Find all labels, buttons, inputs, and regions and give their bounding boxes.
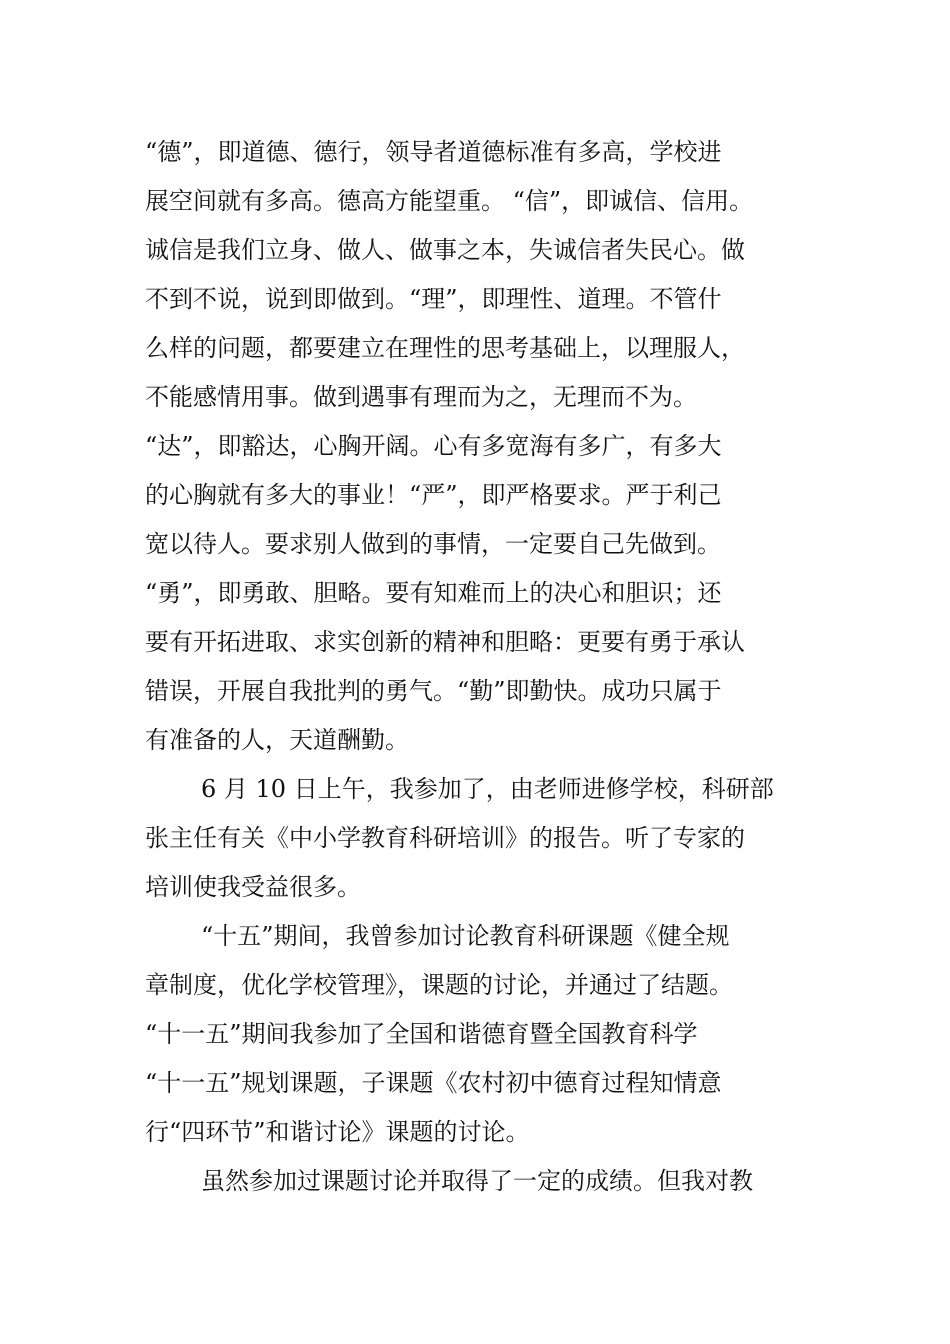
text-line: 诚信是我们立身、做人、做事之本，失诚信者失民心。做 (145, 236, 745, 264)
text-line: “勇”，即勇敢、胆略。要有知难而上的决心和胆识；还 (145, 579, 722, 607)
text-line: 宽以待人。要求别人做到的事情，一定要自己先做到。 (145, 530, 721, 558)
text-line: 的心胸就有多大的事业！“严”，即严格要求。严于利己 (145, 481, 722, 509)
text-line: 展空间就有多高。德高方能望重。 “信”，即诚信、信用。 (145, 187, 754, 215)
text-line: 错误，开展自我批判的勇气。“勤”即勤快。成功只属于 (145, 677, 722, 705)
text-line: 培训使我受益很多。 (145, 873, 361, 901)
text-line: 行“四环节”和谐讨论》课题的讨论。 (145, 1118, 530, 1146)
paragraph-start-line: “十五”期间，我曾参加讨论教育科研课题《健全规 (201, 922, 730, 950)
text-line: “达”，即豁达，心胸开阔。心有多宽海有多广，有多大 (145, 432, 722, 460)
text-line: 要有开拓进取、求实创新的精神和胆略：更要有勇于承认 (145, 628, 745, 656)
text-line: 张主任有关《中小学教育科研培训》的报告。听了专家的 (145, 824, 745, 852)
text-line: “德”，即道德、德行，领导者道德标准有多高，学校进 (145, 138, 722, 166)
text-line: 么样的问题，都要建立在理性的思考基础上，以理服人， (145, 334, 745, 362)
text-line: 不到不说，说到即做到。“理”，即理性、道理。不管什 (145, 285, 722, 313)
text-line: “十一五”规划课题，子课题《农村初中德育过程知情意 (145, 1069, 722, 1097)
text-line: “十一五”期间我参加了全国和谐德育暨全国教育科学 (145, 1020, 698, 1048)
text-line: 不能感情用事。做到遇事有理而为之，无理而不为。 (145, 383, 697, 411)
text-line: 有准备的人，天道酬勤。 (145, 726, 409, 754)
document-body (145, 128, 810, 1206)
paragraph-start-line: 6 月 10 日上午，我参加了，由老师进修学校，科研部 (201, 775, 774, 803)
text-line: 章制度，优化学校管理》，课题的讨论，并通过了结题。 (145, 971, 733, 999)
paragraph-start-line: 虽然参加过课题讨论并取得了一定的成绩。但我对教 (201, 1167, 753, 1195)
